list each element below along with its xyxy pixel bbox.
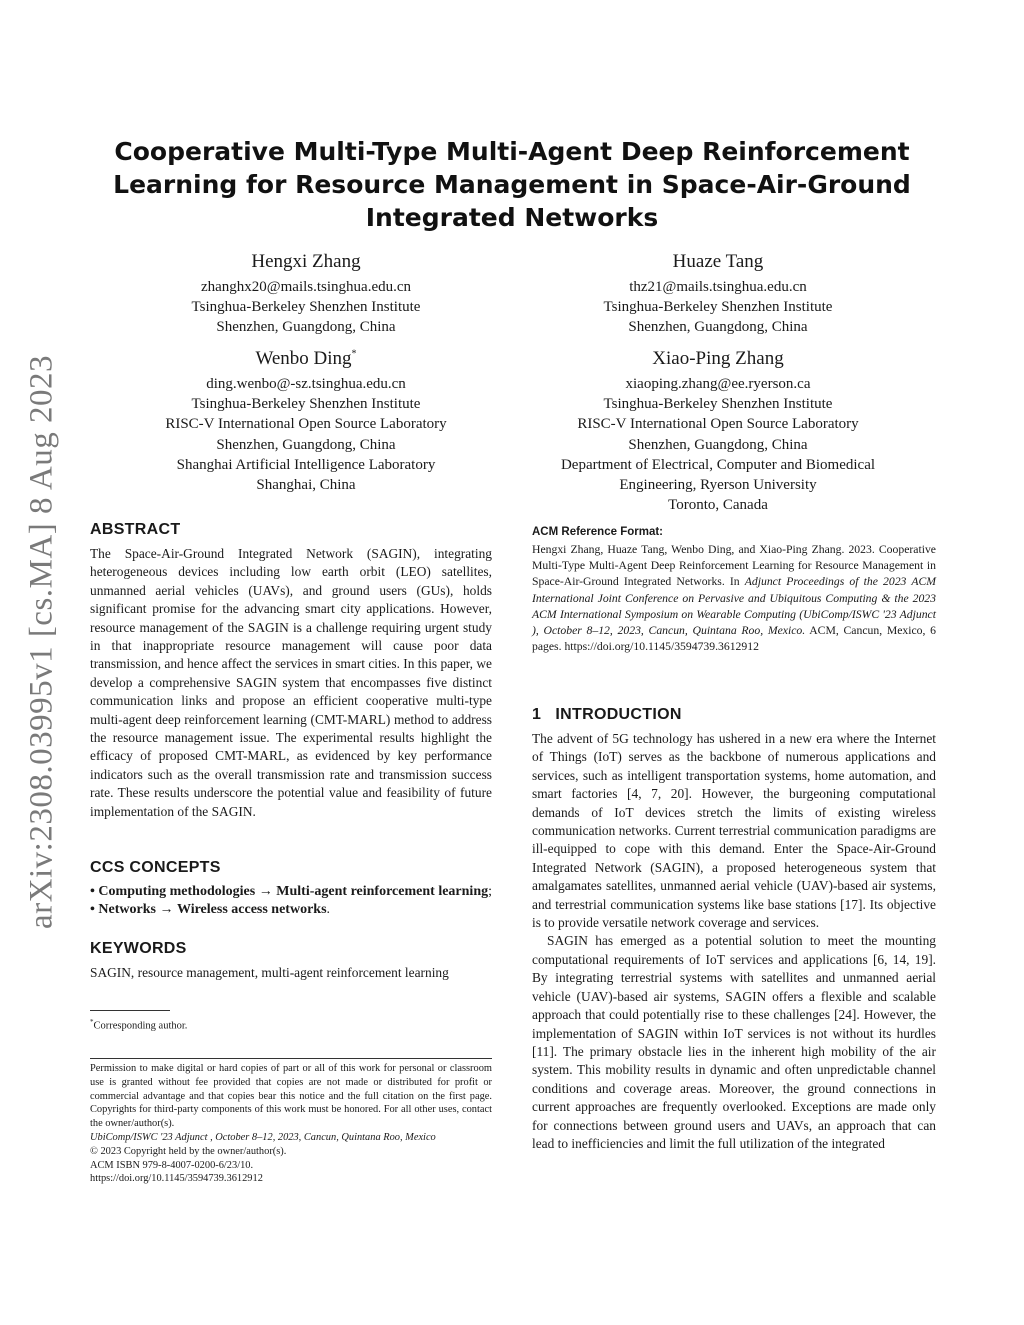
author-location: Shenzhen, Guangdong, China: [216, 319, 396, 336]
author-block-hengxi-zhang: [86, 250, 526, 338]
author-affiliation: Department of Electrical, Computer and Biomedical: [560, 456, 876, 473]
permission-copyright: © 2023 Copyright held by the owner/author(s).: [90, 1145, 287, 1157]
ccs-section: [90, 858, 492, 920]
ccs-text: • Computing methodologies → Multi-agent reinforcement learning; • Networks → Wireless access networks.: [90, 884, 492, 918]
introduction-heading: 1 INTRODUCTION: [532, 706, 682, 723]
permission-block: [90, 1062, 492, 1186]
author-email[interactable]: ding.wenbo@-sz.tsinghua.edu.cn: [206, 376, 406, 392]
paper-title: Cooperative Multi-Type Multi-Agent Deep Reinforcement Learning for Resource Management in Space-Air-Ground Integrated Networks: [113, 137, 911, 232]
keywords-heading: KEYWORDS: [90, 940, 187, 957]
footnote: *Corresponding author.: [90, 1018, 188, 1032]
author-affiliation: Tsinghua-Berkeley Shenzhen Institute: [603, 396, 833, 413]
author-name: Xiao-Ping Zhang: [652, 348, 784, 369]
author-name: Huaze Tang: [672, 251, 764, 272]
introduction-paragraph-2: SAGIN has emerged as a potential solution to meet the mounting computational requirements of IoT services and applications [6, 14, 19]. By integrating terrestrial systems with satellites and unmanned aerial vehicle (UAV)-based air systems, SAGIN offers a flexible and scalable approach that could potentially rise to these challenges [24]. However, the implementation of SAGIN within IoT services is not without its hurdles [11]. The primary obstacle lies in the inherent high mobility of the air system. This mobility results in dynamic and often unpredictable channel conditions and coverage areas. Moreover, the ground connections in current approaches are frequently overlooked. Exceptions are made only for connections between ground users and UAVs, an approach that can lead to inefficiencies and limit the full utilization of the integrated: [532, 933, 936, 1151]
permission-text: Permission to make digital or hard copies of part or all of this work for personal or classroom use is granted without fee provided that copies are not made or distributed for profit or commercial advantage and that copies bear this notice and the full citation on the first page. Copyrights for third-party components of this work must be honored. For all other uses, contact the owner/author(s).: [90, 1063, 492, 1130]
abstract-section: [90, 520, 492, 821]
permission-venue: UbiComp/ISWC '23 Adjunct , October 8–12, 2023, Cancun, Quintana Roo, Mexico: [90, 1131, 436, 1143]
keywords-section: [90, 939, 492, 982]
author-affiliation: Tsinghua-Berkeley Shenzhen Institute: [191, 396, 421, 413]
permission-isbn: ACM ISBN 979-8-4007-0200-6/23/10.: [90, 1159, 254, 1171]
author-affiliation: Shanghai Artificial Intelligence Laboratory: [176, 456, 436, 473]
author-name: Wenbo Ding*: [255, 348, 357, 369]
author-affiliation: Tsinghua-Berkeley Shenzhen Institute: [603, 299, 833, 316]
ccs-heading: CCS CONCEPTS: [90, 859, 221, 876]
arxiv-identifier: arXiv:2308.03995v1 [cs.MA] 8 Aug 2023: [23, 355, 60, 929]
acm-reference-text: Hengxi Zhang, Huaze Tang, Wenbo Ding, and Xiao-Ping Zhang. 2023. Cooperative Multi-Type Multi-Agent Deep Reinforcement Learning for Resource Management in Space-Air-Ground Integrated Networks. In Adjunct Proceedings of the 2023 ACM International Joint Conference on Pervasive and Ubiquitous Computing & the 2023 ACM International Symposium on Wearable Computing (UbiComp/ISWC '23 Adjunct ), October 8–12, 2023, Cancun, Quintana Roo, Mexico. ACM, Cancun, Mexico, 6 pages. https://doi.org/10.1145/3594739.3612912: [532, 543, 937, 654]
author-name: Hengxi Zhang: [251, 251, 361, 272]
permission-divider: [90, 1058, 492, 1059]
acm-reference-heading: ACM Reference Format:: [532, 526, 663, 538]
author-affiliation: RISC-V International Open Source Laboratory: [165, 416, 447, 433]
author-affiliation: Tsinghua-Berkeley Shenzhen Institute: [191, 299, 421, 316]
author-block-huaze-tang: [498, 250, 938, 338]
author-location: Shenzhen, Guangdong, China: [628, 436, 808, 453]
abstract-heading: ABSTRACT: [90, 521, 181, 538]
permission-doi-link[interactable]: https://doi.org/10.1145/3594739.3612912: [90, 1173, 263, 1185]
author-location: Shenzhen, Guangdong, China: [628, 319, 808, 336]
author-email[interactable]: xiaoping.zhang@ee.ryerson.ca: [625, 376, 811, 392]
footnote-divider: [90, 1010, 170, 1011]
corresponding-mark: *: [351, 348, 357, 360]
author-block-wenbo-ding: [86, 347, 526, 495]
introduction-paragraph-1: The advent of 5G technology has ushered in a new era where the Internet of Things (IoT) serves as the backbone of numerous applications and services, such as intelligent transportation systems, home automation, and smart factories [4, 7, 20]. However, the burgeoning computational demands of IoT devices stretch the limits of existing wireless communication networks. Current terrestrial communication paradigms are ill-equipped to cope with this demand. Enter the Space-Air-Ground Integrated Network (SAGIN), a proposed heterogeneous system that amalgamates satellites, unmanned aerial vehicle (UAV)-based air systems, and terrestrial communication systems like base stations [17]. Its objective is to provide versatile network coverage and services.: [532, 731, 936, 931]
introduction-section: [532, 705, 936, 1153]
author-location: Shanghai, China: [256, 477, 356, 494]
author-location: Toronto, Canada: [668, 497, 768, 514]
author-affiliation: RISC-V International Open Source Laboratory: [577, 416, 859, 433]
author-affiliation: Engineering, Ryerson University: [619, 477, 817, 494]
author-block-xiao-ping-zhang: [498, 347, 938, 515]
keywords-text: SAGIN, resource management, multi-agent reinforcement learning: [90, 965, 449, 980]
author-location: Shenzhen, Guangdong, China: [216, 436, 396, 453]
acm-reference-section: [532, 525, 936, 655]
author-email[interactable]: thz21@mails.tsinghua.edu.cn: [629, 279, 807, 295]
author-email[interactable]: zhanghx20@mails.tsinghua.edu.cn: [200, 279, 412, 295]
abstract-text: The Space-Air-Ground Integrated Network (SAGIN), integrating heterogeneous devices including low earth orbit (LEO) satellites, unmanned aerial vehicles (UAVs), and ground users (GUs), holds significant promise for the advancing smart city applications. However, resource management of the SAGIN is a challenge requiring urgent study in that inappropriate resource management will cause poor data transmission, and hence affect the services in smart cities. In this paper, we develop a comprehensive SAGIN system that encompasses five distinct communication links and propose an efficient cooperative multi-type multi-agent deep reinforcement learning (CMT-MARL) method to address the resource management issue. The experimental results highlight the efficacy of proposed CMT-MARL, as evidenced by key performance indicators such as the overall transmission rate and transmission success rate. These results underscore the potential value and feasibility of future implementation of the SAGIN.: [90, 546, 492, 819]
